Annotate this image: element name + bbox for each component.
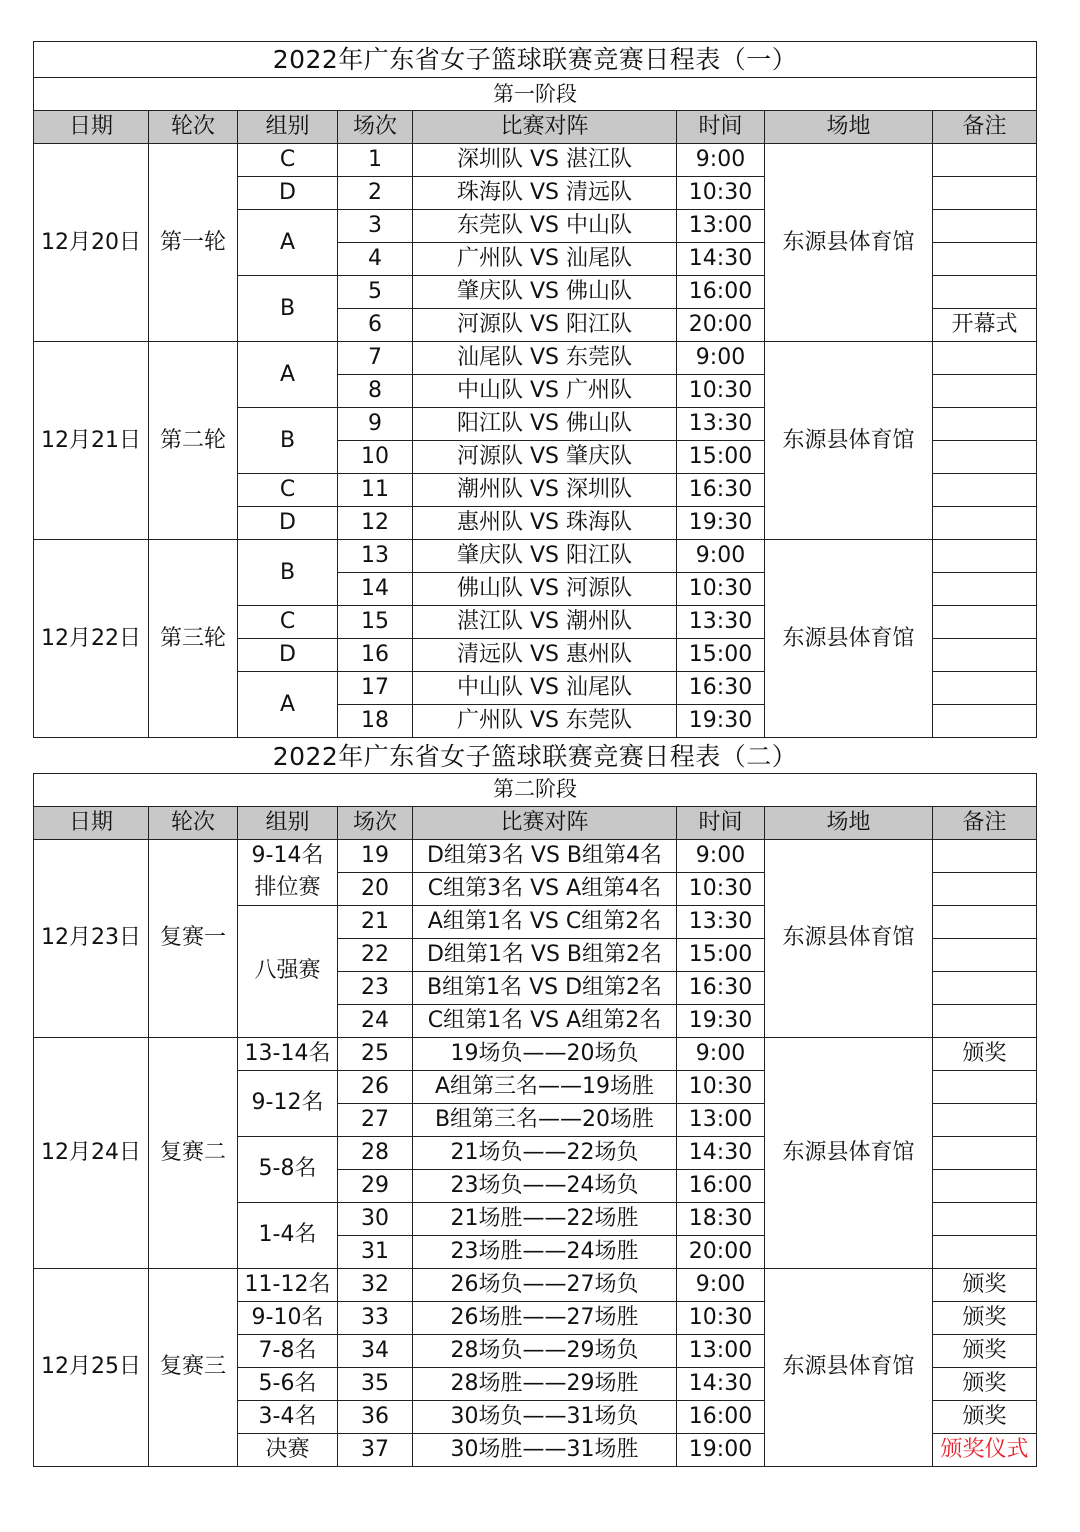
game-no-cell: 26 <box>338 1070 413 1103</box>
col-header-game-no: 场次 <box>338 806 413 839</box>
game-no-cell: 13 <box>338 540 413 573</box>
match-cell: C组第1名 VS A组第2名 <box>413 1004 677 1037</box>
match-cell: 28场胜——29场胜 <box>413 1367 677 1400</box>
group-cell: B <box>238 276 338 342</box>
game-no-cell: 37 <box>338 1433 413 1466</box>
table-row <box>34 342 1037 375</box>
game-no-cell: 6 <box>338 309 413 342</box>
match-cell: 中山队 VS 汕尾队 <box>413 672 677 705</box>
time-cell: 10:30 <box>677 1070 765 1103</box>
time-cell: 10:30 <box>677 573 765 606</box>
game-no-cell: 22 <box>338 938 413 971</box>
time-cell: 14:30 <box>677 1367 765 1400</box>
date-cell: 12月25日 <box>34 1268 149 1466</box>
match-cell: 30场负——31场负 <box>413 1400 677 1433</box>
time-cell: 19:00 <box>677 1433 765 1466</box>
game-no-cell: 12 <box>338 507 413 540</box>
venue-cell: 东源县体育馆 <box>765 1037 933 1268</box>
note-cell <box>933 606 1037 639</box>
note-cell <box>933 474 1037 507</box>
group-cell: 9-12名 <box>238 1070 338 1136</box>
date-cell: 12月23日 <box>34 839 149 1037</box>
note-cell <box>933 573 1037 606</box>
time-cell: 9:00 <box>677 144 765 177</box>
venue-cell: 东源县体育馆 <box>765 144 933 342</box>
group-cell: D <box>238 177 338 210</box>
time-cell: 16:00 <box>677 276 765 309</box>
match-cell: 肇庆队 VS 阳江队 <box>413 540 677 573</box>
game-no-cell: 5 <box>338 276 413 309</box>
header-row <box>34 111 1037 144</box>
game-no-cell: 31 <box>338 1235 413 1268</box>
match-cell: D组第3名 VS B组第4名 <box>413 839 677 872</box>
match-cell: B组第1名 VS D组第2名 <box>413 971 677 1004</box>
note-cell: 颁奖 <box>933 1367 1037 1400</box>
time-cell: 14:30 <box>677 1136 765 1169</box>
note-cell <box>933 971 1037 1004</box>
group-cell: A <box>238 342 338 408</box>
match-cell: 湛江队 VS 潮州队 <box>413 606 677 639</box>
match-cell: 30场胜——31场胜 <box>413 1433 677 1466</box>
note-cell <box>933 1136 1037 1169</box>
game-no-cell: 19 <box>338 839 413 872</box>
date-cell: 12月22日 <box>34 540 149 738</box>
table-title: 2022年广东省女子篮球联赛竞赛日程表（二） <box>34 740 1037 773</box>
note-cell <box>933 905 1037 938</box>
match-cell: A组第三名——19场胜 <box>413 1070 677 1103</box>
time-cell: 10:30 <box>677 872 765 905</box>
game-no-cell: 10 <box>338 441 413 474</box>
time-cell: 19:30 <box>677 705 765 738</box>
schedule-table-1 <box>33 41 1037 738</box>
match-cell: 河源队 VS 阳江队 <box>413 309 677 342</box>
time-cell: 16:00 <box>677 1400 765 1433</box>
group-cell: 9-10名 <box>238 1301 338 1334</box>
match-cell: C组第3名 VS A组第4名 <box>413 872 677 905</box>
col-header-note: 备注 <box>933 806 1037 839</box>
note-cell <box>933 1004 1037 1037</box>
table-title: 2022年广东省女子篮球联赛竞赛日程表（一） <box>34 42 1037 78</box>
game-no-cell: 34 <box>338 1334 413 1367</box>
note-cell: 颁奖 <box>933 1400 1037 1433</box>
match-cell: B组第三名——20场胜 <box>413 1103 677 1136</box>
game-no-cell: 29 <box>338 1169 413 1202</box>
time-cell: 18:30 <box>677 1202 765 1235</box>
game-no-cell: 14 <box>338 573 413 606</box>
col-header-group: 组别 <box>238 806 338 839</box>
col-header-date: 日期 <box>34 111 149 144</box>
note-cell: 开幕式 <box>933 309 1037 342</box>
note-cell: 颁奖 <box>933 1268 1037 1301</box>
time-cell: 9:00 <box>677 1037 765 1070</box>
group-cell: 5-6名 <box>238 1367 338 1400</box>
match-cell: 河源队 VS 肇庆队 <box>413 441 677 474</box>
note-cell <box>933 540 1037 573</box>
table-row <box>34 1268 1037 1301</box>
group-cell: 11-12名 <box>238 1268 338 1301</box>
time-cell: 15:00 <box>677 441 765 474</box>
venue-cell: 东源县体育馆 <box>765 342 933 540</box>
schedule-table-2 <box>33 740 1037 1467</box>
table-row <box>34 839 1037 872</box>
time-cell: 9:00 <box>677 1268 765 1301</box>
date-cell: 12月20日 <box>34 144 149 342</box>
col-header-venue: 场地 <box>765 111 933 144</box>
game-no-cell: 36 <box>338 1400 413 1433</box>
game-no-cell: 16 <box>338 639 413 672</box>
col-header-round: 轮次 <box>149 111 238 144</box>
note-cell-highlight: 颁奖仪式 <box>933 1433 1037 1466</box>
time-cell: 16:30 <box>677 672 765 705</box>
venue-cell: 东源县体育馆 <box>765 1268 933 1466</box>
game-no-cell: 11 <box>338 474 413 507</box>
table-row <box>34 540 1037 573</box>
date-cell: 12月24日 <box>34 1037 149 1268</box>
col-header-game-no: 场次 <box>338 111 413 144</box>
note-cell <box>933 872 1037 905</box>
note-cell <box>933 1070 1037 1103</box>
time-cell: 9:00 <box>677 540 765 573</box>
time-cell: 16:30 <box>677 971 765 1004</box>
time-cell: 20:00 <box>677 309 765 342</box>
table-row <box>34 1037 1037 1070</box>
match-cell: 23场负——24场负 <box>413 1169 677 1202</box>
group-cell: C <box>238 474 338 507</box>
match-cell: 23场胜——24场胜 <box>413 1235 677 1268</box>
match-cell: 广州队 VS 东莞队 <box>413 705 677 738</box>
match-cell: 汕尾队 VS 东莞队 <box>413 342 677 375</box>
note-cell <box>933 144 1037 177</box>
note-cell <box>933 507 1037 540</box>
game-no-cell: 33 <box>338 1301 413 1334</box>
group-cell: 1-4名 <box>238 1202 338 1268</box>
group-cell: 3-4名 <box>238 1400 338 1433</box>
time-cell: 13:00 <box>677 1103 765 1136</box>
group-cell: A <box>238 672 338 738</box>
match-cell: 26场胜——27场胜 <box>413 1301 677 1334</box>
note-cell <box>933 177 1037 210</box>
note-cell <box>933 1169 1037 1202</box>
venue-cell: 东源县体育馆 <box>765 839 933 1037</box>
note-cell <box>933 243 1037 276</box>
match-cell: 清远队 VS 惠州队 <box>413 639 677 672</box>
header-row <box>34 806 1037 839</box>
time-cell: 15:00 <box>677 639 765 672</box>
note-cell <box>933 672 1037 705</box>
match-cell: 19场负——20场负 <box>413 1037 677 1070</box>
time-cell: 9:00 <box>677 839 765 872</box>
note-cell <box>933 1235 1037 1268</box>
note-cell <box>933 210 1037 243</box>
time-cell: 13:30 <box>677 408 765 441</box>
group-cell: 13-14名 <box>238 1037 338 1070</box>
note-cell <box>933 938 1037 971</box>
game-no-cell: 15 <box>338 606 413 639</box>
time-cell: 15:00 <box>677 938 765 971</box>
game-no-cell: 27 <box>338 1103 413 1136</box>
match-cell: 肇庆队 VS 佛山队 <box>413 276 677 309</box>
round-cell: 复赛三 <box>149 1268 238 1466</box>
time-cell: 13:00 <box>677 1334 765 1367</box>
col-header-time: 时间 <box>677 111 765 144</box>
time-cell: 14:30 <box>677 243 765 276</box>
time-cell: 13:00 <box>677 210 765 243</box>
game-no-cell: 32 <box>338 1268 413 1301</box>
group-cell: C <box>238 606 338 639</box>
time-cell: 19:30 <box>677 1004 765 1037</box>
note-cell <box>933 408 1037 441</box>
match-cell: 深圳队 VS 湛江队 <box>413 144 677 177</box>
game-no-cell: 35 <box>338 1367 413 1400</box>
match-cell: 28场负——29场负 <box>413 1334 677 1367</box>
group-cell: 决赛 <box>238 1433 338 1466</box>
group-cell: C <box>238 144 338 177</box>
game-no-cell: 20 <box>338 872 413 905</box>
match-cell: 珠海队 VS 清远队 <box>413 177 677 210</box>
round-cell: 第一轮 <box>149 144 238 342</box>
group-cell: 排位赛 <box>238 872 338 905</box>
match-cell: 26场负——27场负 <box>413 1268 677 1301</box>
game-no-cell: 25 <box>338 1037 413 1070</box>
note-cell <box>933 839 1037 872</box>
match-cell: 21场胜——22场胜 <box>413 1202 677 1235</box>
note-cell: 颁奖 <box>933 1334 1037 1367</box>
round-cell: 第二轮 <box>149 342 238 540</box>
col-header-round: 轮次 <box>149 806 238 839</box>
note-cell: 颁奖 <box>933 1037 1037 1070</box>
game-no-cell: 3 <box>338 210 413 243</box>
note-cell <box>933 639 1037 672</box>
col-header-time: 时间 <box>677 806 765 839</box>
time-cell: 9:00 <box>677 342 765 375</box>
match-cell: 21场负——22场负 <box>413 1136 677 1169</box>
group-cell: 7-8名 <box>238 1334 338 1367</box>
group-cell: B <box>238 408 338 474</box>
note-cell <box>933 276 1037 309</box>
time-cell: 13:30 <box>677 606 765 639</box>
round-cell: 第三轮 <box>149 540 238 738</box>
match-cell: 佛山队 VS 河源队 <box>413 573 677 606</box>
col-header-group: 组别 <box>238 111 338 144</box>
col-header-match: 比赛对阵 <box>413 111 677 144</box>
venue-cell: 东源县体育馆 <box>765 540 933 738</box>
note-cell <box>933 342 1037 375</box>
match-cell: 潮州队 VS 深圳队 <box>413 474 677 507</box>
game-no-cell: 18 <box>338 705 413 738</box>
game-no-cell: 24 <box>338 1004 413 1037</box>
col-header-match: 比赛对阵 <box>413 806 677 839</box>
group-cell: 5-8名 <box>238 1136 338 1202</box>
match-cell: A组第1名 VS C组第2名 <box>413 905 677 938</box>
match-cell: 阳江队 VS 佛山队 <box>413 408 677 441</box>
time-cell: 20:00 <box>677 1235 765 1268</box>
group-cell: D <box>238 639 338 672</box>
time-cell: 10:30 <box>677 1301 765 1334</box>
group-cell: A <box>238 210 338 276</box>
table-row <box>34 144 1037 177</box>
time-cell: 16:30 <box>677 474 765 507</box>
game-no-cell: 1 <box>338 144 413 177</box>
game-no-cell: 17 <box>338 672 413 705</box>
group-cell: 八强赛 <box>238 905 338 1037</box>
game-no-cell: 28 <box>338 1136 413 1169</box>
game-no-cell: 8 <box>338 375 413 408</box>
col-header-venue: 场地 <box>765 806 933 839</box>
note-cell <box>933 375 1037 408</box>
round-cell: 复赛二 <box>149 1037 238 1268</box>
game-no-cell: 9 <box>338 408 413 441</box>
note-cell <box>933 441 1037 474</box>
stage-label: 第二阶段 <box>34 773 1037 806</box>
match-cell: 惠州队 VS 珠海队 <box>413 507 677 540</box>
group-cell: D <box>238 507 338 540</box>
match-cell: 中山队 VS 广州队 <box>413 375 677 408</box>
game-no-cell: 21 <box>338 905 413 938</box>
match-cell: D组第1名 VS B组第2名 <box>413 938 677 971</box>
time-cell: 19:30 <box>677 507 765 540</box>
game-no-cell: 30 <box>338 1202 413 1235</box>
round-cell: 复赛一 <box>149 839 238 1037</box>
match-cell: 东莞队 VS 中山队 <box>413 210 677 243</box>
date-cell: 12月21日 <box>34 342 149 540</box>
group-cell: 9-14名 <box>238 839 338 872</box>
col-header-note: 备注 <box>933 111 1037 144</box>
note-cell <box>933 1103 1037 1136</box>
time-cell: 16:00 <box>677 1169 765 1202</box>
col-header-date: 日期 <box>34 806 149 839</box>
game-no-cell: 7 <box>338 342 413 375</box>
game-no-cell: 4 <box>338 243 413 276</box>
time-cell: 10:30 <box>677 177 765 210</box>
note-cell: 颁奖 <box>933 1301 1037 1334</box>
match-cell: 广州队 VS 汕尾队 <box>413 243 677 276</box>
note-cell <box>933 1202 1037 1235</box>
group-cell: B <box>238 540 338 606</box>
time-cell: 13:30 <box>677 905 765 938</box>
time-cell: 10:30 <box>677 375 765 408</box>
game-no-cell: 2 <box>338 177 413 210</box>
game-no-cell: 23 <box>338 971 413 1004</box>
note-cell <box>933 705 1037 738</box>
stage-label: 第一阶段 <box>34 78 1037 111</box>
